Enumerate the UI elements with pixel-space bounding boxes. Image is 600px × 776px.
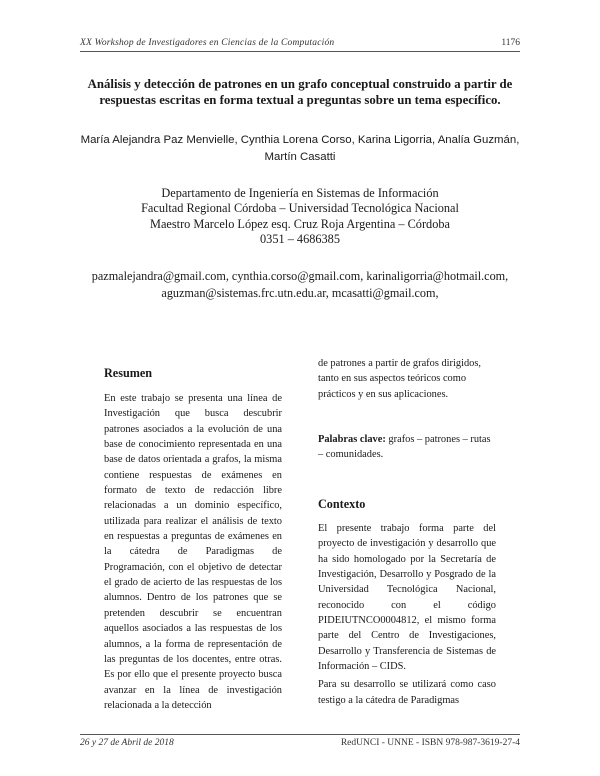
running-header-journal: XX Workshop de Investigadores en Ciencias de la Computación bbox=[80, 38, 335, 48]
keywords-text: grafos – patrones – rutas – comunidades. bbox=[318, 434, 491, 461]
footer-date: 26 y 27 de Abril de 2018 bbox=[80, 738, 174, 748]
resumen-column bbox=[104, 391, 282, 713]
affiliation-block bbox=[100, 186, 500, 247]
resumen-heading: Resumen bbox=[104, 366, 153, 380]
footer-publisher: RedUNCI - UNNE - ISBN 978-987-3619-27-4 bbox=[340, 738, 520, 748]
affiliation-department: Departamento de Ingeniería en Sistemas de Información bbox=[161, 186, 439, 200]
affiliation-faculty: Facultad Regional Córdoba – Universidad Tecnológica Nacional bbox=[141, 201, 459, 216]
contexto-paragraph-1: El presente trabajo forma parte del proyecto de investigación y desarrollo que ha sido homologado por la Secretaría de Investigación, Desarrollo y Posgrado de la Universidad Tecnológica Nacional, reconocido con el código PIDEIUTNCO0004812, el mismo forma parte del Centro de Investigaciones, Desarrollo y Transferencia de Sistemas de Información – CIDS. bbox=[318, 523, 496, 673]
affiliation-phone: 0351 – 4686385 bbox=[260, 231, 340, 246]
resumen-continuation-column bbox=[318, 356, 496, 402]
email-line-1: pazmalejandra@gmail.com, cynthia.corso@gmail.com, karinaligorria@hotmail.com, bbox=[91, 269, 509, 283]
contexto-heading: Contexto bbox=[318, 497, 366, 511]
header-rule bbox=[80, 51, 520, 52]
resumen-body: En este trabajo se presenta una línea de Investigación que busca descubrir patrones asociados a la evolución de una base de conocimiento representada en una base de datos orientada a grafos, la misma contiene respuestas de exámenes en formato de texto de redacción libre relacionadas a un dominio específico, utilizada para realizar el análisis de texto en respuestas a preguntas de exámenes en la cátedra de Paradigmas de Programación, con el objetivo de detectar el grado de acierto de las respuestas de los alumnos. Dentro de los patrones que se pretenden descubrir se encuentran aquellos asociados a las respuestas de los alumnos, a la forma de representación de las preguntas de los docentes, entre otras. Es por ello que el presente proyecto busca avanzar en la línea de investigación relacionada a la detección bbox=[104, 393, 282, 711]
affiliation-address: Maestro Marcelo López esq. Cruz Roja Argentina – Córdoba bbox=[150, 216, 450, 231]
paper-title: Análisis y detección de patrones en un grafo conceptual construido a partir de respuestas escritas en forma textual a preguntas sobre un tema específico. bbox=[87, 77, 513, 107]
resumen-continuation: de patrones a partir de grafos dirigidos, tanto en sus aspectos teóricos como prácticos y en sus aplicaciones. bbox=[318, 358, 482, 400]
contexto-paragraph-2: Para su desarrollo se utilizará como caso testigo a la cátedra de Paradigmas bbox=[318, 679, 496, 706]
keywords-label: Palabras clave: bbox=[318, 434, 386, 445]
contexto-column bbox=[318, 521, 496, 708]
footer-rule bbox=[80, 734, 520, 735]
email-block bbox=[60, 268, 540, 301]
page-number: 1176 bbox=[501, 38, 520, 48]
keywords bbox=[318, 432, 496, 463]
email-line-2: aguzman@sistemas.frc.utn.edu.ar, mcasatti@gmail.com, bbox=[161, 285, 439, 300]
author-list: María Alejandra Paz Menvielle, Cynthia Lorena Corso, Karina Ligorria, Analía Guzmán, Martín Casatti bbox=[80, 134, 520, 163]
